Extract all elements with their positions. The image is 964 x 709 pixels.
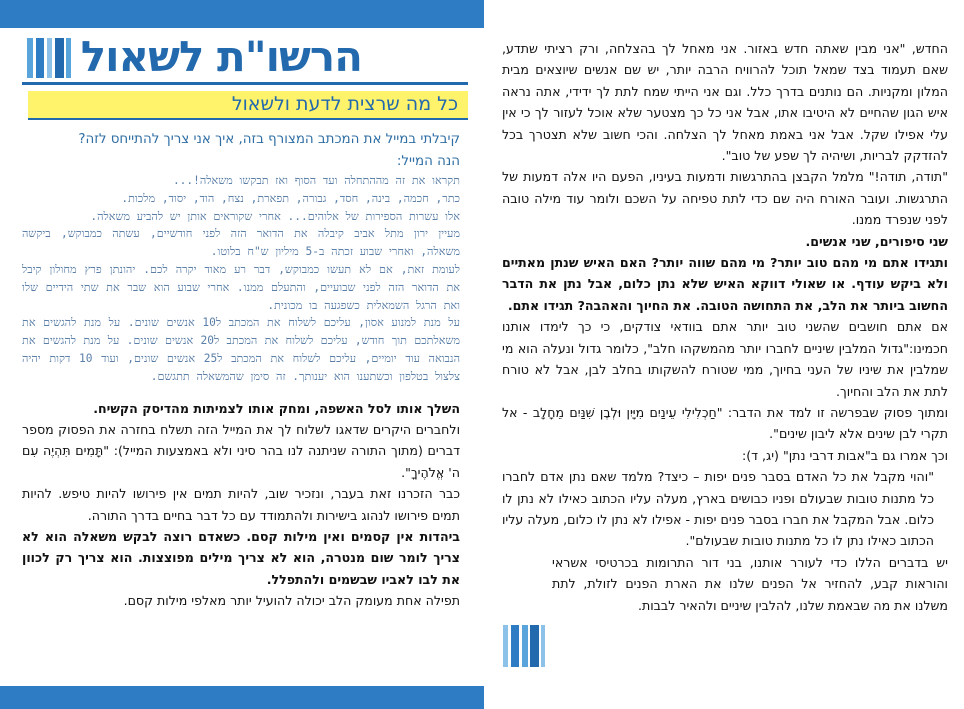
subtitle-banner	[28, 91, 468, 120]
email-line: לעומת זאת, אם לא תעשו כמבוקש, דבר רע מאוד יקרה לכם. יהונתן פרץ מחולון קיבל את הדואר הזה לפני שבועיים, והתעלם ממנו. אחרי שבוע הוא שבר את שתי הידיים שלו ואת הרגל השמאלית כשפגעה בו מכונית.	[22, 262, 460, 312]
title-divider	[22, 82, 468, 85]
answer-paragraph: ביהדות אין קסמים ואין מילות קסם. כשאדם רוצה לבקש משאלה הוא לא צריך לומר שום מנטרה, הוא לא צריך מילים מפוצצות. הוא צריך רק לכוון את לבו לאביו שבשמים ולהתפלל.	[22, 529, 460, 587]
page-title: הרשו"ת לשאול	[80, 32, 362, 81]
top-accent-bar	[0, 0, 484, 28]
answer-paragraph: כבר הזכרנו זאת בעבר, ונזכיר שוב, להיות תמים אין פירושו להיות טיפש. להיות תמים פירושו לנהוג בישירות ולהתמודד עם כל דבר בחיים בדרך התורה.	[22, 486, 460, 523]
story-paragraph: החדש, "אני מבין שאתה חדש באזור. אני מאחל לך בהצלחה, ורק רציתי שתדע, שאם תעמוד בצד שמאל תוכל להרוויח הרבה יותר, יש שם אנשים שיוצאים מבית המלון ומקניות. הם נותנים בדרך כלל. וגם אני הייתי שמח לתת לך ידידי, אתה נראה איש הגון שהחיים לא היטיבו אתו, אבל אני כל כך מצטער שלא אוכל לעזור לך כי אין עלי אפילו שקל. אבל אני באמת מאחל לך הצלחה. והכי חשוב שלא תצטרך בכל להזדקק לבריות, ושיהיה לך שפע של טוב".	[502, 41, 948, 164]
email-intro: הנה המייל:	[396, 154, 460, 169]
email-line: כתר, חכמה, בינה, חסד, גבורה, תפארת, נצח, הוד, יסוד, מלכות.	[121, 191, 460, 205]
email-line: תקראו את זה מההתחלה ועד הסוף ואז תבקשו משאלה!...	[172, 174, 460, 187]
email-quote	[22, 172, 460, 386]
stripe-logo-end	[503, 625, 545, 667]
story-paragraph: אם אתם חושבים שהשני טוב יותר אתם בוודאי צודקים, כי כך לימדו אותנו חכמינו:"גדול המלבין שיניים לחברו יותר מהמשקהו חלב", כלומר גדול ונעלה הוא מי שמלבין את שיניו של העני בחיוך, ממי שטורח להשקותו בחלב לבן, אבל לא טורח לתת את הלב והחיוך.	[502, 319, 948, 399]
email-line: אלו עשרות הספירות של אלוהים... אחרי שקוראים אותן יש להביע משאלה.	[90, 209, 460, 223]
story-paragraph: ותגידו אתם מי מהם טוב יותר? מי מהם שווה יותר? האם האיש שנתן מאתיים ולא ביקש עודף. או שאולי דווקא האיש שלא נתן כלום, אבל נתן את הדבר החשוב ביותר את הלב, את התחושה הטובה. את החיוך והאהבה? תגידו אתם.	[502, 255, 948, 313]
question-text: קיבלתי במייל את המכתב המצורף בזה, איך אני צריך להתייחס לזה?	[78, 132, 460, 147]
story-paragraph: וכך אמרו גם ב"אבות דרבי נתן" (יג, ד):	[742, 447, 948, 463]
answer-paragraph: תפילה אחת מעומק הלב יכולה להועיל יותר מאלפי מילות קסם.	[123, 593, 460, 609]
email-line: מעיין ירון מתל אביב קיבלה את הדואר הזה לפני חודשיים, עשתה כמבוקש, ביקשה משאלה, ואחרי שבוע זכתה ב-5 מיליון ש"ח בלוטו.	[22, 227, 460, 259]
email-line: על מנת למנוע אסון, עליכם לשלוח את המכתב ל10 אנשים שונים. על מנת להגשים את משאלתכם תוך חודש, עליכם לשלוח את המכתב ל20 אנשים שונים. על מנת להגשים את הנבואה עוד יומיים, עליכם לשלוח את המכתב ל25 אנשים שונים, ועוד 10 דקות יהיה צלצול בטלפון וכשתענו הוא יענותך. זה סימן שהמשאלה תתגשם.	[22, 316, 461, 383]
subtitle: כל מה שרצית לדעת ולשאול	[231, 93, 458, 115]
bottom-accent-bar	[0, 686, 484, 709]
story-paragraph: ומתוך פסוק שבפרשה זו למד את הדבר: "חַכְלִילִי עֵינַיִם מִיָּיִן וּלְבֶן שִׁנַּיִם מֵחָלָב - אל תקרי לבן שינים אלא ליבון שינים".	[502, 404, 948, 442]
answer-paragraph: ולחברים היקרים שדאגו לשלוח לך את המייל הזה תשלח בחזרה את הפסוק מספר דברים (מתוך התורה שניתנה לנו בהר סיני ולא באמצעות המייל): "תָּמִים תִּהְיֶה עִם ה' אֱלֹהֶיךָ".	[22, 421, 460, 480]
story-paragraph: "תודה, תודה!" מלמל הקבצן בהתרגשות ודמעות בעיניו, הפעם היו אלה דמעות של התרגשות. ועובר האורח היה שם כדי לתת טפיחה על השכם ולומר עוד מילה טובה לפני שנפרד ממנו.	[502, 169, 948, 228]
title-row	[22, 34, 468, 89]
story-paragraph: יש בדברים הללו כדי לעורר אותנו, בני דור התרומות בכרטיסי אשראי והוראות קבע, להחזיר אל הפנים שלנו את הארת הפנים לזולת, לתת משלנו את מה שבאמת שלנו, להלבין שיניים ולהאיר לבבות.	[552, 554, 948, 613]
quote-paragraph: "והוי מקבל את כל האדם בסבר פנים יפות – כיצד? מלמד שאם נתן אדם לחברו כל מתנות טובות שבעולם ופניו כבושים בארץ, מעלה עליו הכתוב כאילו לא נתן לו כלום. אבל המקבל את חברו בסבר פנים יפות - אפילו לא נתן לו כלום, מעלה עליו הכתוב כאילו נתן לו כל מתנות טובות שבעולם".	[502, 469, 934, 549]
right-column	[502, 38, 948, 616]
story-paragraph: שני סיפורים, שני אנשים.	[805, 233, 948, 249]
answer-paragraph: השלך אותו לסל האשפה, ומחק אותו לצמיתות מהדיסק הקשיח.	[93, 400, 460, 416]
left-column	[22, 34, 468, 612]
answer-body	[22, 398, 460, 612]
